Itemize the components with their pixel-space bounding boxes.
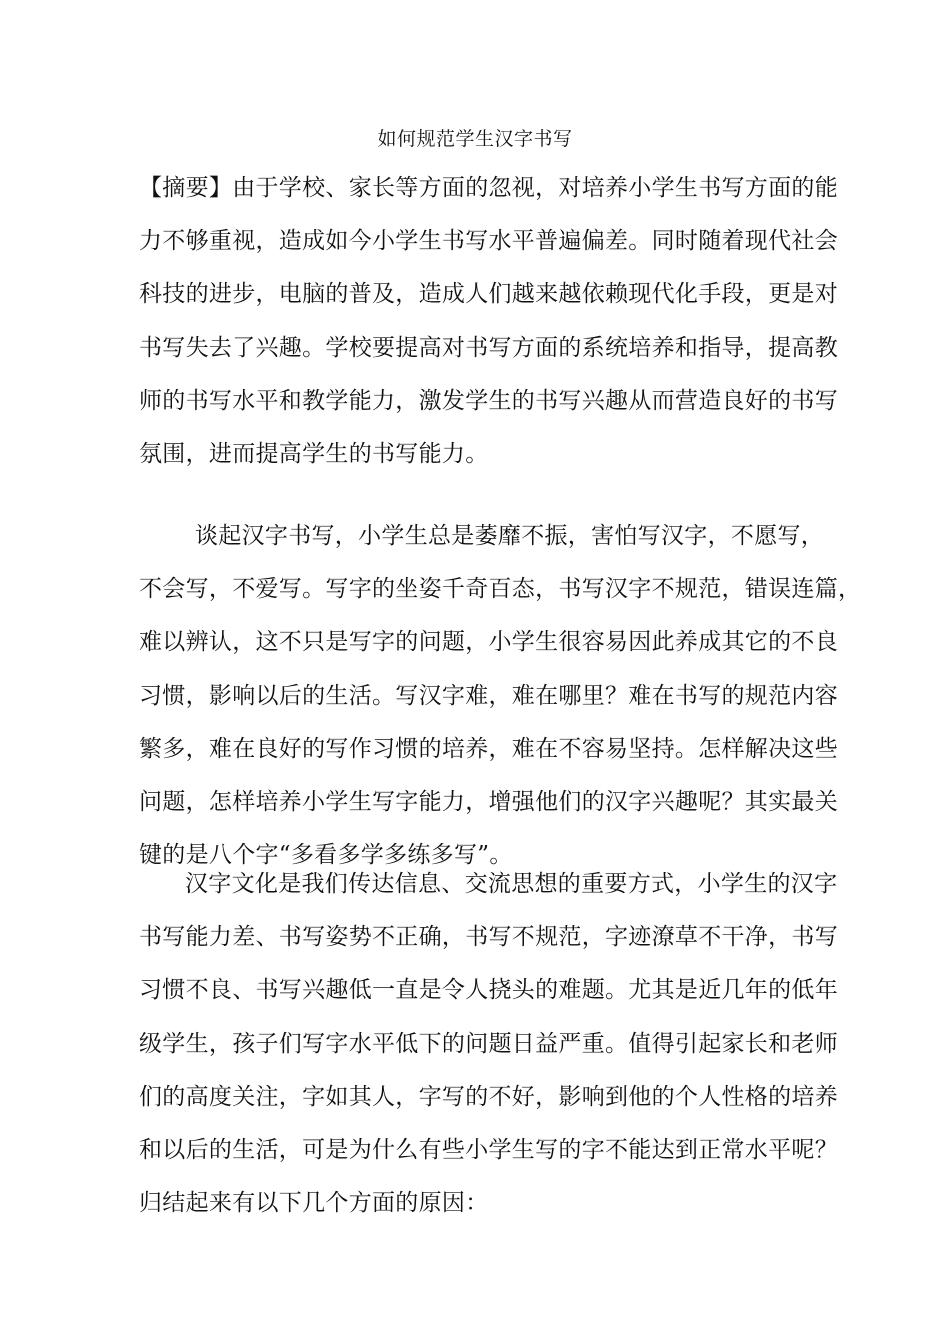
abstract-line: 力不够重视，造成如今小学生书写水平普遍偏差。同时随着现代社会 (139, 228, 838, 255)
paragraph-line: 不会写，不爱写。写字的坐姿千奇百态，书写汉字不规范，错误连篇， (139, 576, 862, 603)
paragraph-line: 键的是八个字“多看多学多练多写”。 (139, 842, 513, 869)
paragraph-line: 书写能力差、书写姿势不正确，书写不规范，字迹潦草不干净，书写 (139, 924, 838, 951)
paragraph-line: 汉字文化是我们传达信息、交流思想的重要方式，小学生的汉字 (185, 871, 838, 897)
abstract-section (139, 175, 838, 494)
paragraph-line: 习惯，影响以后的生活。写汉字难，难在哪里？难在书写的规范内容 (139, 682, 838, 709)
paragraph-line: 习惯不良、书写兴趣低一直是令人挠头的难题。尤其是近几年的低年 (139, 977, 838, 1004)
abstract-line: 书写失去了兴趣。学校要提高对书写方面的系统培养和指导，提高教 (139, 334, 838, 361)
paragraph-line: 繁多，难在良好的写作习惯的培养，难在不容易坚持。怎样解决这些 (139, 735, 838, 762)
paragraph-line: 级学生，孩子们写字水平低下的问题日益严重。值得引起家长和老师 (139, 1030, 838, 1057)
abstract-line: 科技的进步，电脑的普及，造成人们越来越依赖现代化手段，更是对 (139, 281, 838, 308)
paragraph-line: 难以辨认，这不只是写字的问题，小学生很容易因此养成其它的不良 (139, 629, 838, 656)
body-paragraph-1 (139, 523, 862, 895)
paragraph-line: 谈起汉字书写，小学生总是萎靡不振，害怕写汉字，不愿写， (195, 523, 825, 549)
abstract-line: 师的书写水平和教学能力，激发学生的书写兴趣从而营造良好的书写 (139, 387, 838, 414)
paragraph-line: 问题，怎样培养小学生写字能力，增强他们的汉字兴趣呢？其实最关 (139, 788, 838, 815)
abstract-line: 氛围，进而提高学生的书写能力。 (139, 440, 489, 467)
body-paragraph-2 (139, 871, 838, 1243)
paragraph-line: 和以后的生活，可是为什么有些小学生写的字不能达到正常水平呢？ (139, 1136, 838, 1163)
paragraph-line: 们的高度关注，字如其人，字写的不好，影响到他的个人性格的培养 (139, 1083, 838, 1110)
abstract-line: 【摘要】由于学校、家长等方面的忽视，对培养小学生书写方面的能 (139, 175, 838, 201)
document-title: 如何规范学生汉字书写 (377, 128, 573, 150)
paragraph-line: 归结起来有以下几个方面的原因： (139, 1190, 489, 1217)
